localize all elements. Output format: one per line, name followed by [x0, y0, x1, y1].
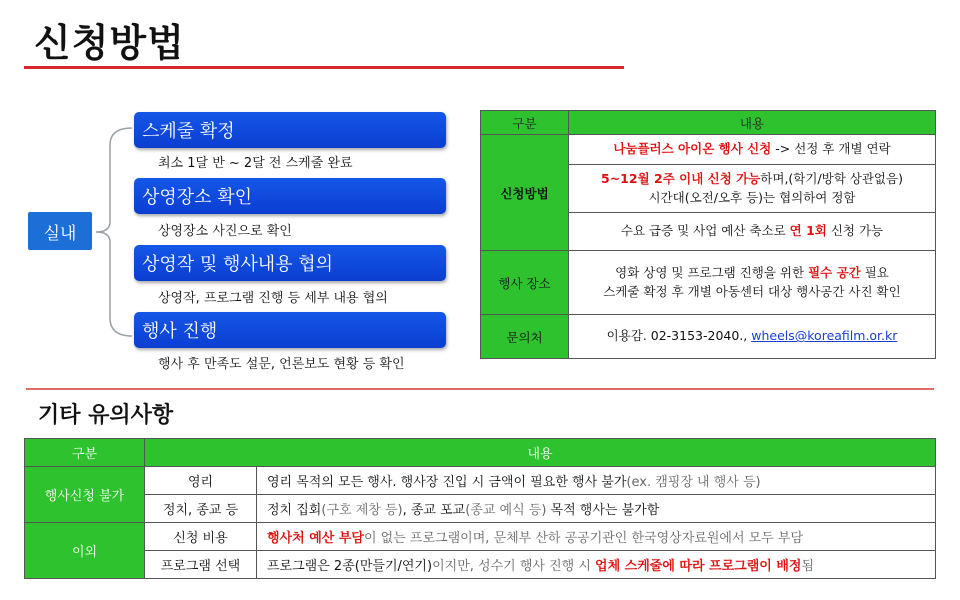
step-description: 최소 1달 반 ~ 2달 전 스케줄 완료: [158, 156, 353, 171]
row-label: 정치, 종교 등: [145, 495, 257, 523]
page-title: 신청방법: [34, 21, 185, 65]
notes-title: 기타 유의사항: [38, 403, 174, 428]
row-label: 신청 비용: [145, 523, 257, 551]
title-underline: [24, 66, 624, 69]
header-category: 구분: [25, 439, 145, 467]
row-content: 행사처 예산 부담이 없는 프로그램이며, 문체부 산하 공공기관인 한국영상자료원에서 모두 부담: [257, 523, 936, 551]
group-not-allowed: 행사신청 불가: [25, 467, 145, 523]
row-content: 영리 목적의 모든 행사. 행사장 진입 시 금액이 필요한 행사 불가(ex. 캠핑장 내 행사 등): [257, 467, 936, 495]
email-link[interactable]: wheels@koreafilm.or.kr: [751, 328, 898, 344]
step-label: 상영작 및 행사내용 협의: [142, 254, 334, 275]
section-divider: [26, 388, 934, 390]
step-content-discussion: [134, 245, 446, 281]
row-content: 프로그램은 2종(만들기/연기)이지만, 성수기 행사 진행 시 업체 스케줄에 따라 프로그램이 배정됨: [257, 551, 936, 579]
contact-label: 문의처: [481, 315, 569, 359]
step-description: 행사 후 만족도 설문, 언론보도 현황 등 확인: [158, 357, 405, 372]
step-label: 상영장소 확인: [142, 187, 253, 208]
row-label: 영리: [145, 467, 257, 495]
header-content: 내용: [569, 111, 936, 135]
header-category: 구분: [481, 111, 569, 135]
step-venue-check: [134, 178, 446, 214]
method-label: 신청방법: [481, 135, 569, 251]
venue-label: 행사 장소: [481, 251, 569, 315]
method-row-3: 수요 급증 및 사업 예산 축소로 연 1회 신청 가능: [569, 213, 936, 251]
step-label: 스케줄 확정: [142, 121, 235, 142]
method-row-1: 나눔플러스 아이온 행사 신청 -> 선정 후 개별 연락: [569, 135, 936, 165]
indoor-label: 실내: [28, 212, 92, 250]
step-schedule-confirm: [134, 112, 446, 148]
step-description: 상영작, 프로그램 진행 등 세부 내용 협의: [158, 291, 388, 306]
group-others: 이외: [25, 523, 145, 579]
step-label: 행사 진행: [142, 321, 218, 342]
row-label: 프로그램 선택: [145, 551, 257, 579]
row-content: 정치 집회(구호 제창 등), 종교 포교(종교 예식 등) 목적 행사는 불가함: [257, 495, 936, 523]
method-row-2: 5~12월 2주 이내 신청 가능하며,(학기/방학 상관없음) 시간대(오전/오후 등)는 협의하여 정함: [569, 165, 936, 213]
contact-content: 이용감. 02-3153-2040., wheels@koreafilm.or.kr: [569, 315, 936, 359]
step-event-run: [134, 312, 446, 348]
step-description: 상영장소 사진으로 확인: [158, 224, 292, 239]
notes-table: [24, 438, 936, 579]
venue-content: 영화 상영 및 프로그램 진행을 위한 필수 공간 필요 스케줄 확정 후 개별 아동센터 대상 행사공간 사진 확인: [569, 251, 936, 315]
application-table: [480, 110, 936, 359]
header-content: 내용: [145, 439, 936, 467]
